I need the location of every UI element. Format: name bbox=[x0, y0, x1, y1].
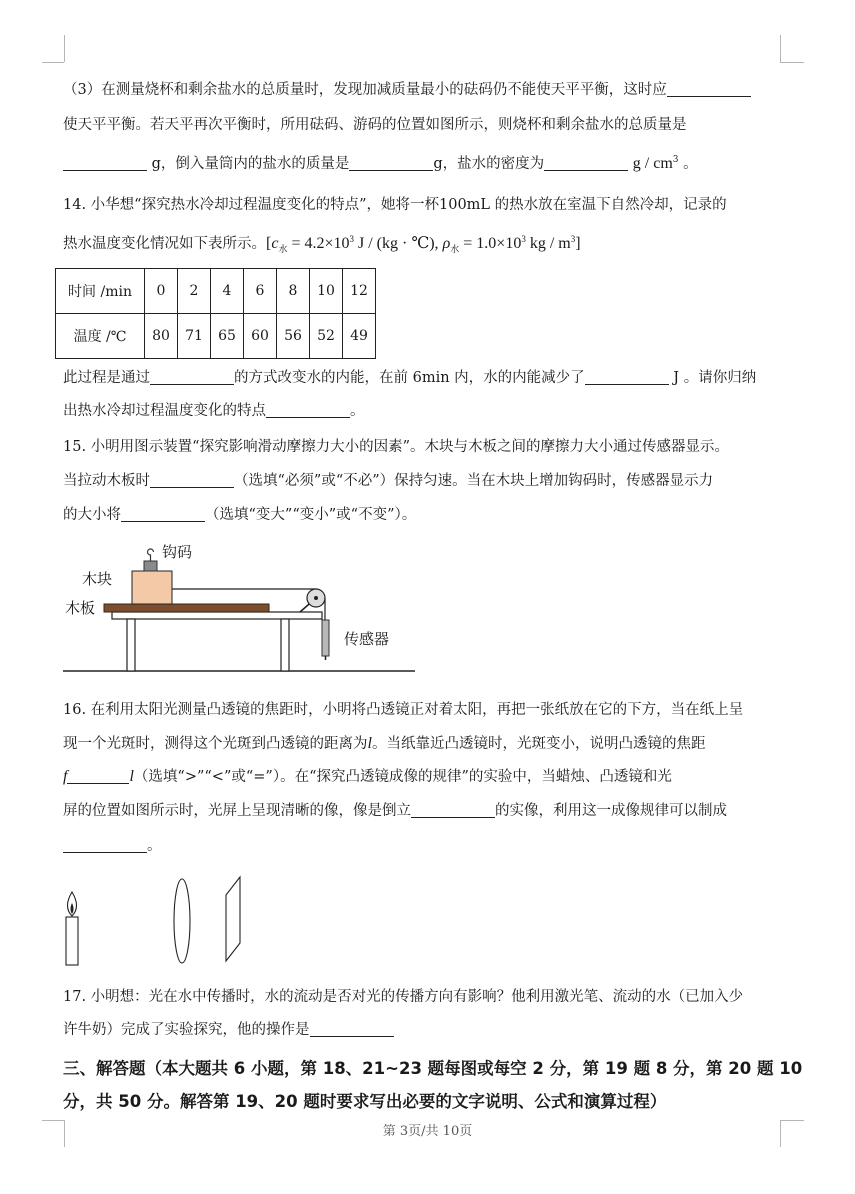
convex-lens bbox=[174, 879, 190, 963]
q14-after-line-2: 出热水冷却过程温度变化的特点 。 bbox=[63, 403, 365, 419]
table-leg bbox=[127, 619, 135, 671]
crop-mark-top-right bbox=[780, 35, 781, 62]
q16-line-2: 现一个光斑时，测得这个光斑到凸透镜的距离为l。当纸靠近凸透镜时，光斑变小，说明凸透镜的焦距 bbox=[63, 735, 706, 752]
force-sensor bbox=[322, 620, 329, 656]
label-hook-weight: 钩码 bbox=[162, 543, 193, 561]
section-heading-line-1: 三、解答题（本大题共 6 小题，第 18、21~23 题每图或每空 2 分，第 19 题 8 分，第 20 题 10 bbox=[63, 1059, 803, 1078]
table-top bbox=[112, 612, 322, 619]
table-header-time: 时间 /min bbox=[56, 269, 145, 314]
q13-line-1: （3）在测量烧杯和剩余盐水的总质量时，发现加减质量最小的砝码仍不能使天平平衡，这时应 bbox=[63, 80, 751, 100]
label-wooden-block: 木块 bbox=[82, 570, 113, 588]
q17-line-1: 17. 小明想：光在水中传播时，水的流动是否对光的传播方向有影响？他利用激光笔、流动的水（已加入少 bbox=[63, 989, 744, 1005]
table-cell: 2 bbox=[178, 269, 211, 314]
crop-mark-top-left bbox=[64, 35, 65, 62]
answer-blank[interactable] bbox=[63, 155, 147, 171]
q13-line-3: g，倒入量筒内的盐水的质量是 g，盐水的密度为 g / $cm^3$ 。 bbox=[63, 154, 698, 174]
crop-mark-top-right bbox=[780, 62, 804, 63]
hook-weight bbox=[144, 561, 157, 571]
hook-weight-hook bbox=[148, 549, 154, 561]
q15-line-3: 的大小将 （选填“变大”“变小”或“不变”）。 bbox=[63, 507, 417, 523]
lens-setup-figure bbox=[55, 870, 255, 970]
q16-line-3: f l（选填“>”“<”或“=”）。在“探究凸透镜成像的规律”的实验中，当蜡烛、凸透镜和光 bbox=[63, 768, 672, 785]
table-cell: 56 bbox=[277, 314, 310, 359]
answer-blank[interactable] bbox=[63, 837, 147, 853]
friction-apparatus-figure bbox=[60, 540, 420, 680]
page-number: 第 3页/共 10页 bbox=[382, 1124, 473, 1139]
table-cell: 10 bbox=[310, 269, 343, 314]
table-row bbox=[56, 269, 376, 314]
q16-line-1: 16. 在利用太阳光测量凸透镜的焦距时，小明将凸透镜正对着太阳，再把一张纸放在它的下方，当在纸上呈 bbox=[63, 702, 744, 718]
q14-line-1: 14. 小华想“探究热水冷却过程温度变化的特点”，她将一杯100mL 的热水放在室温下自然冷却，记录的 bbox=[63, 197, 727, 213]
crop-mark-top-left bbox=[42, 62, 64, 63]
table-cell: 0 bbox=[145, 269, 178, 314]
q15-line-1: 15. 小明用图示装置“探究影响滑动摩擦力大小的因素”。木块与木板之间的摩擦力大小通过传感器显示。 bbox=[63, 439, 729, 455]
specific-heat-formula: [$c_水 = 4.2\times 10^3$ J / (kg · ℃), $\rho_水 = 1.0\times 10^3$ kg / $m^3$] bbox=[266, 234, 581, 254]
table-cell: 12 bbox=[343, 269, 376, 314]
light-screen bbox=[226, 877, 240, 961]
label-sensor: 传感器 bbox=[344, 630, 390, 648]
q14-after-line-1: 此过程是通过 的方式改变水的内能，在前 6min 内，水的内能减少了 J 。请你归纳 bbox=[63, 370, 757, 386]
q14-line-2: 热水温度变化情况如下表所示。[$c_水 = 4.2\times 10^3$ J / (kg · ℃), $\rho_水 = 1.0\times 10^3$ kg / $m^3$] bbox=[63, 234, 581, 254]
q16-line-4: 屏的位置如图所示时，光屏上呈现清晰的像，像是倒立 的实像，利用这一成像规律可以制成 bbox=[63, 803, 727, 819]
candle bbox=[66, 917, 78, 965]
q13-line-2: 使天平平衡。若天平再次平衡时，所用砝码、游码的位置如图所示，则烧杯和剩余盐水的总质量是 bbox=[63, 117, 687, 133]
answer-blank[interactable] bbox=[310, 1021, 394, 1037]
answer-blank[interactable] bbox=[67, 768, 129, 784]
wooden-board bbox=[104, 604, 269, 612]
section-heading-line-2: 分，共 50 分。解答第 19、20 题时要求写出必要的文字说明、公式和演算过程） bbox=[63, 1092, 667, 1111]
label-wooden-board: 木板 bbox=[65, 599, 96, 617]
q17-line-2: 许牛奶）完成了实验探究，他的操作是 bbox=[63, 1020, 394, 1040]
answer-blank[interactable] bbox=[150, 369, 234, 385]
table-cell: 49 bbox=[343, 314, 376, 359]
answer-blank[interactable] bbox=[266, 402, 350, 418]
wooden-block bbox=[132, 571, 172, 604]
answer-blank[interactable] bbox=[585, 369, 669, 385]
answer-blank[interactable] bbox=[411, 802, 495, 818]
table-cell: 65 bbox=[211, 314, 244, 359]
table-leg bbox=[281, 619, 289, 671]
table-cell: 4 bbox=[211, 269, 244, 314]
table-header-temperature: 温度 /℃ bbox=[56, 314, 145, 359]
answer-blank[interactable] bbox=[121, 506, 205, 522]
temperature-table bbox=[55, 268, 376, 359]
answer-blank[interactable] bbox=[349, 155, 433, 171]
answer-blank[interactable] bbox=[667, 81, 751, 97]
pulley-axle bbox=[314, 596, 318, 600]
table-row bbox=[56, 314, 376, 359]
q15-line-2: 当拉动木板时 （选填“必须”或“不必”）保持匀速。当在木块上增加钩码时，传感器显示力 bbox=[63, 473, 714, 489]
table-cell: 6 bbox=[244, 269, 277, 314]
answer-blank[interactable] bbox=[544, 155, 628, 171]
q16-line-5: 。 bbox=[63, 836, 162, 856]
table-cell: 52 bbox=[310, 314, 343, 359]
table-cell: 80 bbox=[145, 314, 178, 359]
table-cell: 60 bbox=[244, 314, 277, 359]
table-cell: 8 bbox=[277, 269, 310, 314]
table-cell: 71 bbox=[178, 314, 211, 359]
answer-blank[interactable] bbox=[150, 472, 234, 488]
